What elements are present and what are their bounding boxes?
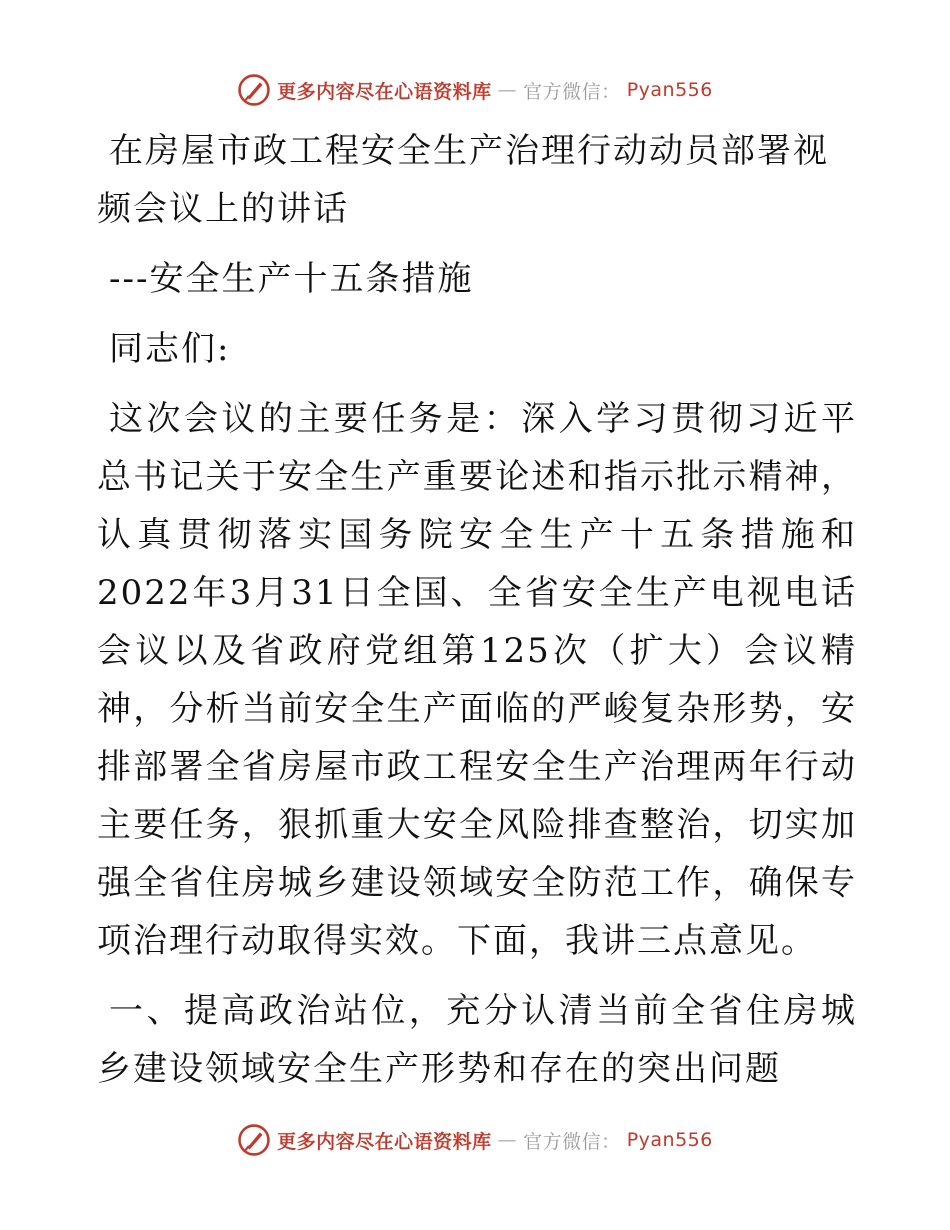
quill-logo-icon [237,73,271,107]
watermark-separator: — [497,79,518,101]
greeting: 同志们: [109,329,231,369]
watermark-footer [0,1120,950,1160]
watermark-brand: 更多内容尽在心语资料库 [277,1130,492,1153]
watermark-separator: — [497,1129,518,1151]
document-title: 在房屋市政工程安全生产治理行动动员部署视频会议上的讲话 [97,131,829,229]
watermark-header [0,70,950,110]
section-heading: 一、提高政治站位，充分认清当前全省住房城乡建设领域安全生产形势和存在的突出问题 [97,991,857,1089]
watermark-wechat-label: 官方微信： [523,80,621,103]
watermark-wechat-id: Pyan556 [626,79,713,101]
watermark-brand: 更多内容尽在心语资料库 [277,80,492,103]
body-paragraph: 这次会议的主要任务是：深入学习贯彻习近平总书记关于安全生产重要论述和指示批示精神，认真贯彻落实国务院安全生产十五条措施和2022年3月31日全国、全省安全生产电视电话会议以及省政府党组第125次（扩大）会议精神，分析当前安全生产面临的严峻复杂形势，安排部署全省房屋市政工程安全生产治理两年行动主要任务，狠抓重大安全风险排查整治，切实加强全省住房城乡建设领域安全防范工作，确保专项治理行动取得实效。下面，我讲三点意见。 [97,399,857,961]
document-subtitle: ---安全生产十五条措施 [109,259,474,299]
watermark-wechat-label: 官方微信： [523,1130,621,1153]
quill-logo-icon [237,1123,271,1157]
watermark-wechat-id: Pyan556 [626,1129,713,1151]
document-body [97,122,857,1098]
